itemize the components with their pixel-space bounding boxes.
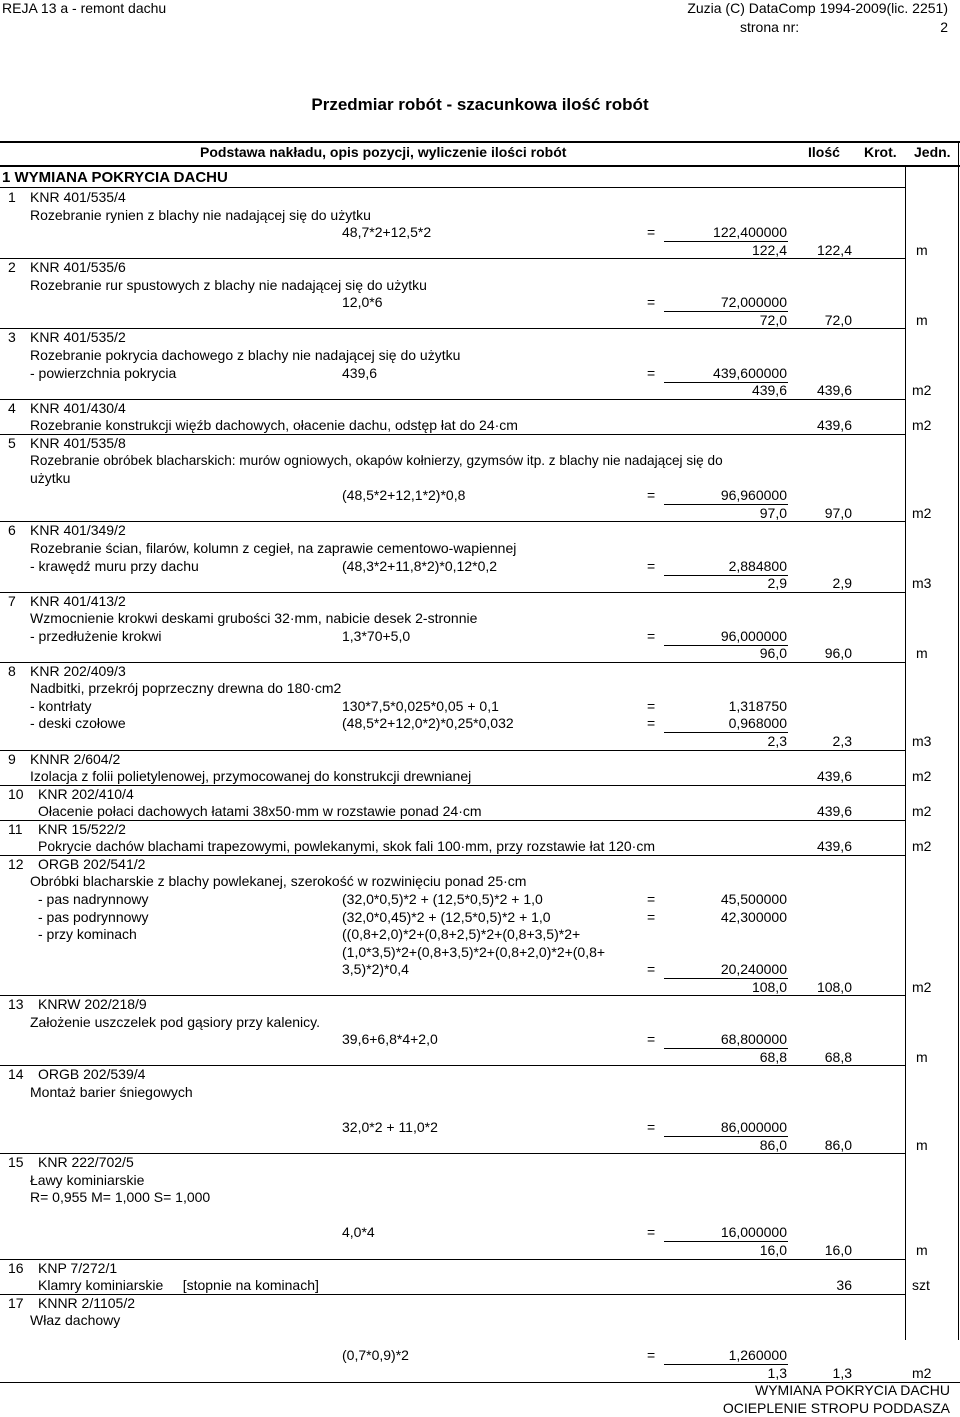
calc-expression: 48,7*2+12,5*2 (342, 224, 432, 240)
item-description: Rozebranie rynien z blachy nie nadającej się do użytku (30, 207, 371, 223)
item-description: Założenie uszczelek pod gąsiory przy kalenicy. (30, 1014, 320, 1030)
calc-equals: = (647, 487, 656, 503)
item-description: Nadbitki, przekrój poprzeczny drewna do 180·cm2 (30, 680, 342, 696)
item-number: 9 (8, 751, 16, 767)
item-code: KNR 401/413/2 (30, 593, 126, 609)
item-separator (0, 662, 905, 663)
calc-label: - przedłużenie krokwi (30, 628, 162, 644)
item-code: KNR 401/535/4 (30, 189, 126, 205)
calc-expression: 32,0*2 + 11,0*2 (342, 1119, 438, 1135)
item-separator (0, 750, 905, 751)
section-bottom-border (0, 187, 905, 188)
item-subtotal: 122,4 (751, 242, 787, 258)
item-unit: m (916, 242, 928, 258)
calc-expression: (0,7*0,9)*2 (342, 1347, 409, 1363)
item-number: 11 (8, 821, 23, 837)
item-unit: m2 (912, 505, 932, 521)
item-code: ORGB 202/541/2 (38, 856, 146, 872)
item-description: Obróbki blacharskie z blachy powlekanej, szerokość w rozwinięciu ponad 25·cm (30, 873, 527, 889)
calc-value: 122,400000 (713, 224, 787, 240)
item-unit: m2 (912, 1365, 932, 1381)
item-number: 1 (8, 189, 16, 205)
calc-expression: 3,5)*2)*0,4 (342, 961, 409, 977)
item-subtotal: 72,0 (759, 312, 787, 328)
item-description: Rozebranie ścian, filarów, kolumn z cegieł, na zaprawie cementowo-wapiennej (30, 540, 517, 556)
calc-expression: 4,0*4 (342, 1224, 375, 1240)
item-quantity: 86,0 (824, 1137, 852, 1153)
column-header-basis: Podstawa nakładu, opis pozycji, wyliczenie ilości robót (200, 144, 567, 160)
item-number: 2 (8, 259, 16, 275)
calc-equals: = (647, 1031, 656, 1047)
calc-equals: = (647, 365, 656, 381)
item-unit: szt (912, 1277, 930, 1293)
item-number: 3 (8, 329, 16, 345)
item-code: KNP 7/272/1 (38, 1260, 118, 1276)
calc-value: 68,800000 (720, 1031, 787, 1047)
table-right-border (958, 141, 959, 1340)
calc-expression: ((0,8+2,0)*2+(0,8+2,5)*2+(0,8+3,5)*2+ (342, 926, 581, 942)
item-unit: m (916, 312, 928, 328)
calc-value: 439,600000 (713, 365, 787, 381)
item-description: Właz dachowy (30, 1312, 121, 1328)
footer-line-1: WYMIANA POKRYCIA DACHU (754, 1382, 950, 1398)
item-subtotal: 2,9 (767, 575, 787, 591)
item-code: KNNR 2/1105/2 (38, 1295, 136, 1311)
calc-expression: (32,0*0,5)*2 + (12,5*0,5)*2 + 1,0 (342, 891, 543, 907)
item-unit: m2 (912, 838, 932, 854)
item-quantity: 2,3 (832, 733, 852, 749)
item-number: 12 (8, 856, 24, 872)
calc-equals: = (647, 1347, 656, 1363)
item-quantity: 122,4 (816, 242, 852, 258)
calc-value: 1,318750 (728, 698, 787, 714)
calc-expression: 1,3*70+5,0 (342, 628, 411, 644)
item-separator (0, 592, 905, 593)
item-number: 15 (8, 1154, 24, 1170)
item-description: użytku (30, 470, 71, 486)
item-unit: m2 (912, 417, 932, 433)
calc-value: 45,500000 (720, 891, 787, 907)
item-description: Montaż barier śniegowych (30, 1084, 193, 1100)
item-number: 4 (8, 400, 16, 416)
calc-value: 16,000000 (720, 1224, 787, 1240)
column-header-unit: Jedn. (914, 144, 951, 160)
header-license: Zuzia (C) DataComp 1994-2009(lic. 2251) (687, 0, 948, 16)
calc-equals: = (647, 628, 656, 644)
item-subtotal: 16,0 (759, 1242, 787, 1258)
calc-label: - pas nadrynnowy (38, 891, 149, 907)
calc-expression: (48,5*2+12,0*2)*0,25*0,032 (342, 715, 514, 731)
calc-expression: (32,0*0,45)*2 + (12,5*0,5)*2 + 1,0 (342, 909, 551, 925)
item-separator (0, 521, 905, 522)
calc-equals: = (647, 961, 656, 977)
item-code: KNR 401/430/4 (30, 400, 126, 416)
item-separator (0, 328, 905, 329)
item-number: 5 (8, 435, 16, 451)
calc-equals: = (647, 715, 656, 731)
table-header-bottom-border (0, 165, 960, 167)
item-quantity: 439,6 (816, 382, 852, 398)
item-code: KNR 202/409/3 (30, 663, 126, 679)
item-separator (0, 1259, 905, 1260)
column-header-quantity: Ilość (808, 144, 840, 160)
calc-equals: = (647, 909, 656, 925)
item-code: KNR 401/535/8 (30, 435, 126, 451)
calc-expression: 39,6+6,8*4+2,0 (342, 1031, 438, 1047)
calc-equals: = (647, 1224, 656, 1240)
item-number: 7 (8, 593, 16, 609)
item-description: R= 0,955 M= 1,000 S= 1,000 (30, 1189, 211, 1205)
item-unit: m2 (912, 768, 932, 784)
item-quantity: 108,0 (816, 979, 852, 995)
item-unit: m2 (912, 382, 932, 398)
item-separator (0, 1153, 905, 1154)
item-number: 10 (8, 786, 24, 802)
item-unit: m (916, 1242, 928, 1258)
calc-value: 1,260000 (728, 1347, 787, 1363)
item-separator (0, 820, 905, 821)
item-code: KNR 202/410/4 (38, 786, 134, 802)
item-separator (0, 258, 905, 259)
item-description: Wzmocnienie krokwi deskami grubości 32·mm, nabicie desek 2-stronnie (30, 610, 478, 626)
item-subtotal: 97,0 (759, 505, 787, 521)
item-code: KNR 401/349/2 (30, 522, 126, 538)
calc-value: 42,300000 (720, 909, 787, 925)
page-title: Przedmiar robót - szacunkowa ilość robót (311, 95, 649, 114)
page-number: 2 (940, 19, 948, 35)
item-subtotal: 86,0 (759, 1137, 787, 1153)
item-code: KNNR 2/604/2 (30, 751, 121, 767)
calc-label: - deski czołowe (30, 715, 126, 731)
item-subtotal: 2,3 (767, 733, 787, 749)
item-code: KNR 401/535/2 (30, 329, 126, 345)
page-number-label: strona nr: (740, 19, 800, 35)
item-separator (0, 399, 905, 400)
item-description: Pokrycie dachów blachami trapezowymi, powlekanymi, skok fali 100·mm, przy rozstawie łat 120·cm (38, 838, 655, 854)
item-quantity: 68,8 (824, 1049, 852, 1065)
calc-equals: = (647, 558, 656, 574)
item-description: Rozebranie rur spustowych z blachy nie nadającej się do użytku (30, 277, 427, 293)
item-code: KNR 15/522/2 (38, 821, 126, 837)
item-number: 13 (8, 996, 24, 1012)
item-quantity: 439,6 (816, 768, 852, 784)
calc-expression: 130*7,5*0,025*0,05 + 0,1 (342, 698, 499, 714)
item-description: Klamry kominiarskie [stopnie na kominach] (38, 1277, 319, 1293)
item-description: Izolacja z folii polietylenowej, przymocowanej do konstrukcji drewnianej (30, 768, 472, 784)
item-quantity: 1,3 (832, 1365, 852, 1381)
calc-expression: 12,0*6 (342, 294, 383, 310)
item-quantity: 439,6 (816, 803, 852, 819)
item-quantity: 16,0 (824, 1242, 852, 1258)
item-unit: m (916, 1137, 928, 1153)
item-separator (0, 434, 905, 435)
item-quantity: 97,0 (824, 505, 852, 521)
table-top-border (0, 141, 960, 143)
section-title: 1 WYMIANA POKRYCIA DACHU (2, 169, 228, 186)
calc-value: 20,240000 (720, 961, 787, 977)
calc-value: 2,884800 (728, 558, 787, 574)
column-header-krot: Krot. (864, 144, 897, 160)
calc-value: 0,968000 (728, 715, 787, 731)
calc-expression: (1,0*3,5)*2+(0,8+3,5)*2+(0,8+2,0)*2+(0,8+ (342, 944, 606, 960)
item-unit: m2 (912, 803, 932, 819)
item-separator (0, 785, 905, 786)
item-subtotal: 68,8 (759, 1049, 787, 1065)
item-unit: m3 (912, 733, 932, 749)
calc-equals: = (647, 1119, 656, 1135)
calc-expression: (48,3*2+11,8*2)*0,12*0,2 (342, 558, 498, 574)
calc-value: 96,000000 (720, 628, 787, 644)
header-program-title: REJA 13 a - remont dachu (2, 0, 167, 16)
item-description: Rozebranie obróbek blacharskich: murów ogniowych, okapów kołnierzy, gzymsów itp. z blachy nie nadającej się do (30, 453, 723, 468)
calc-label: - przy kominach (38, 926, 137, 942)
calc-value: 72,000000 (720, 294, 787, 310)
item-number: 8 (8, 663, 16, 679)
calc-equals: = (647, 224, 656, 240)
calc-label: - powierzchnia pokrycia (30, 365, 177, 381)
item-code: ORGB 202/539/4 (38, 1066, 146, 1082)
calc-expression: 439,6 (342, 365, 378, 381)
item-separator (0, 1294, 905, 1295)
item-unit: m3 (912, 575, 932, 591)
item-description: Rozebranie pokrycia dachowego z blachy nie nadającej się do użytku (30, 347, 461, 363)
item-description: Ławy kominiarskie (30, 1172, 145, 1188)
calc-equals: = (647, 698, 656, 714)
item-code: KNR 401/535/6 (30, 259, 126, 275)
calc-label: - krawędź muru przy dachu (30, 558, 199, 574)
calc-equals: = (647, 294, 656, 310)
item-description: Rozebranie konstrukcji więźb dachowych, ołacenie dachu, odstęp łat do 24·cm (30, 417, 518, 433)
calc-equals: = (647, 891, 656, 907)
item-quantity: 2,9 (832, 575, 852, 591)
item-subtotal: 96,0 (759, 645, 787, 661)
item-number: 16 (8, 1260, 24, 1276)
item-description: Ołacenie połaci dachowych łatami 38x50·mm w rozstawie ponad 24·cm (38, 803, 482, 819)
item-unit: m (916, 645, 928, 661)
item-quantity: 36 (836, 1277, 852, 1293)
item-unit: m2 (912, 979, 932, 995)
item-subtotal: 1,3 (767, 1365, 787, 1381)
calc-label: - kontrłaty (30, 698, 92, 714)
calc-label: - pas podrynnowy (38, 909, 149, 925)
item-unit: m (916, 1049, 928, 1065)
item-subtotal: 439,6 (751, 382, 787, 398)
item-quantity: 72,0 (824, 312, 852, 328)
item-quantity: 439,6 (816, 417, 852, 433)
calc-value: 86,000000 (720, 1119, 787, 1135)
item-number: 6 (8, 522, 16, 538)
item-number: 17 (8, 1295, 24, 1311)
calc-expression: (48,5*2+12,1*2)*0,8 (342, 487, 466, 503)
item-code: KNRW 202/218/9 (38, 996, 147, 1012)
item-subtotal: 108,0 (751, 979, 787, 995)
item-quantity: 439,6 (816, 838, 852, 854)
calc-value: 96,960000 (720, 487, 787, 503)
unit-column-divider (905, 165, 906, 1340)
footer-line-2: OCIEPLENIE STROPU PODDASZA (722, 1400, 950, 1416)
item-code: KNR 222/702/5 (38, 1154, 134, 1170)
item-quantity: 96,0 (824, 645, 852, 661)
item-number: 14 (8, 1066, 24, 1082)
